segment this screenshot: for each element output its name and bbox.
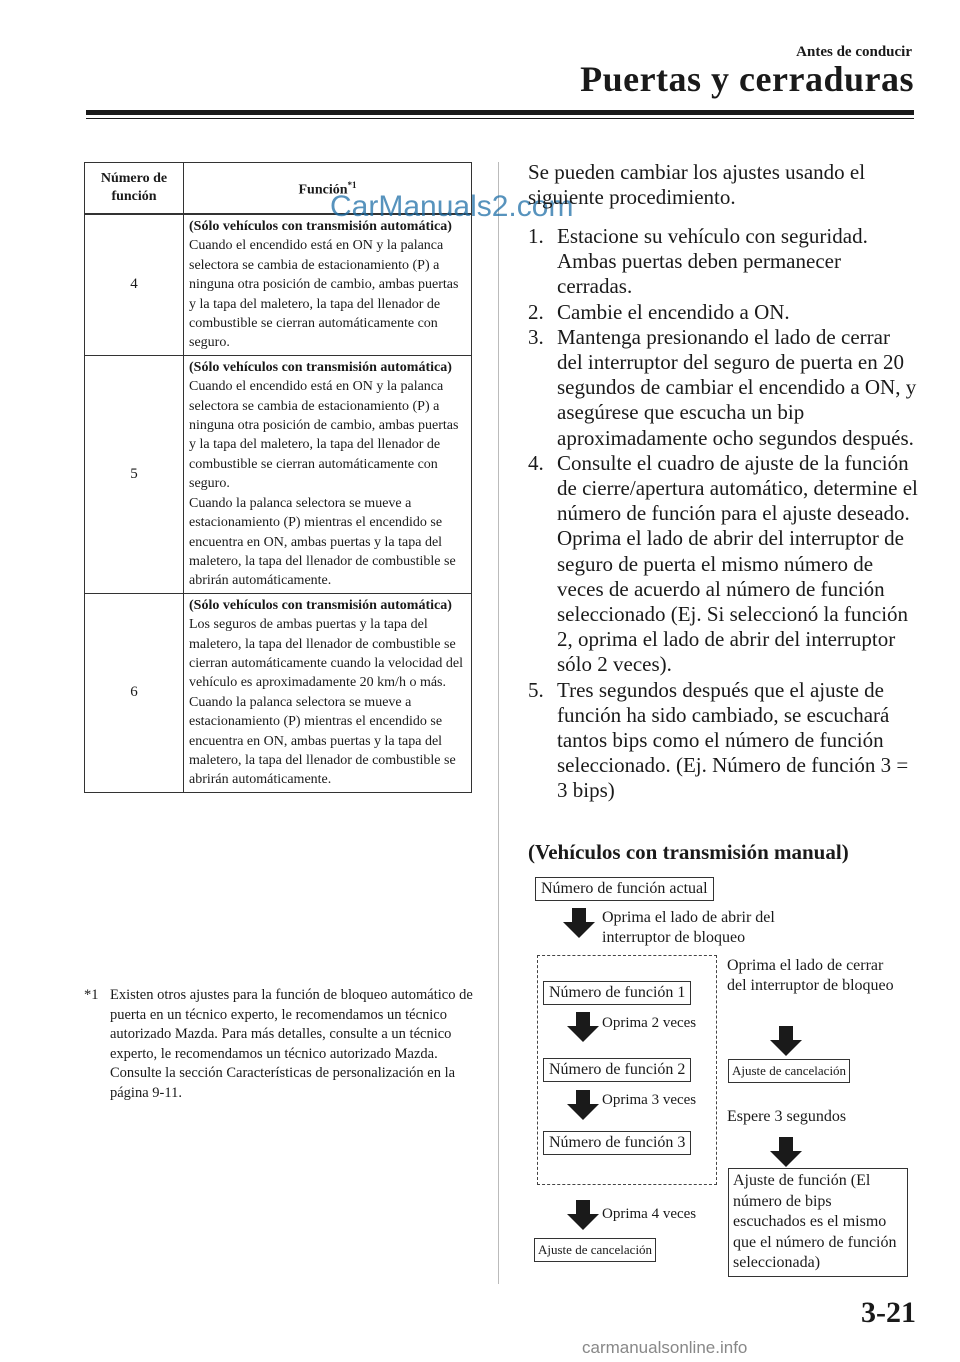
steps-list — [528, 224, 920, 804]
list-item — [528, 325, 920, 451]
function-description — [184, 214, 472, 355]
function-1-box: Número de función 1 — [543, 981, 691, 1005]
function-table — [84, 162, 472, 793]
function-text-2: Cuando la palanca selectora se mueve a estacionamiento (P) mientras el encendido se encuentra en ON, ambas puertas y la tapa del maletero, la tapa del llenador de combustible se abrirán automáticamente. — [189, 495, 456, 589]
step-number: 4. — [528, 450, 544, 475]
step-number: 2. — [528, 299, 544, 324]
down-arrow-icon — [567, 1090, 599, 1120]
function-text: Cuando el encendido está en ON y la palanca selectora se cambia de estacionamiento (P) a ninguna otra posición de cambio, ambas puertas y la tapa del maletero, la tapa del llenador de combustible se cierran automáticamente con seguro. — [189, 238, 459, 351]
table-row — [85, 355, 472, 593]
step-number: 1. — [528, 224, 544, 248]
list-item — [528, 678, 920, 804]
section-heading: (Vehículos con transmisión manual) — [528, 840, 849, 864]
step-number: 5. — [528, 677, 544, 702]
list-item — [528, 451, 920, 678]
col-header-function-label: Función — [298, 182, 348, 198]
function-number: 5 — [85, 355, 184, 593]
list-item — [528, 224, 920, 300]
down-arrow-icon — [770, 1137, 802, 1167]
wait-note: Espere 3 segundos — [727, 1108, 847, 1125]
function-number: 6 — [85, 593, 184, 792]
page-title: Puertas y cerraduras — [580, 59, 914, 99]
function-text: Cuando el encendido está en ON y la palanca selectora se cambia de estacionamiento (P) a ninguna otra posición de cambio, ambas puertas y la tapa del maletero, la tapa del llenador de combustible se cierran automáticamente con seguro. — [189, 379, 459, 492]
table-row — [85, 593, 472, 792]
press-3-note: Oprima 3 veces — [602, 1092, 697, 1108]
footnote-ref: *1 — [347, 180, 357, 191]
press-open-note: Oprima el lado de abrir del interruptor de bloqueo — [602, 909, 775, 946]
step-text: Consulte el cuadro de ajuste de la función de cierre/apertura automático, determine el número de función para el ajuste deseado. Oprima el lado de abrir del interruptor de seguro de puerta el mismo número de veces de acuerdo al número de función seleccionado (Ej. Si seleccionó la función 2, oprima el lado de abrir del interruptor sólo 2 veces). — [557, 450, 918, 677]
footnote — [84, 986, 474, 1104]
step-text: Tres segundos después que el ajuste de función ha sido cambiado, se escuchará tantos bips como el número de función seleccionado. (Ej. Número de función 3 = 3 bips) — [557, 677, 909, 803]
press-4-note: Oprima 4 veces — [602, 1206, 697, 1222]
function-3-box: Número de función 3 — [543, 1131, 691, 1155]
function-condition: (Sólo vehículos con transmisión automática) — [189, 597, 452, 613]
function-description — [184, 593, 472, 792]
function-description — [184, 355, 472, 593]
footnote-text: Existen otros ajustes para la función de bloqueo automático de puerta en un técnico experto, le recomendamos un técnico autorizado Mazda. Para más detalles, consulte a un técnico experto, le recomendamos un técnico autorizado Mazda. Consulte la sección Características de personalización en la página 9-11. — [110, 987, 473, 1101]
press-close-note: Oprima el lado de cerrar del interruptor de bloqueo — [727, 957, 894, 994]
press-2-note: Oprima 2 veces — [602, 1015, 697, 1031]
function-text: Los seguros de ambas puertas y la tapa del maletero, la tapa del llenador de combustible se cierran automáticamente cuando la velocidad del vehículo es aproximadamente 20 km/h o más. — [189, 617, 464, 691]
function-condition: (Sólo vehículos con transmisión automática) — [189, 219, 452, 234]
cancel-box-right: Ajuste de cancelación — [728, 1059, 850, 1083]
function-set-box: Ajuste de función (El número de bips escuchados es el mismo que el número de función seleccionada) — [728, 1168, 908, 1277]
header-rule-thin — [86, 118, 914, 119]
function-text-2: Cuando la palanca selectora se mueve a estacionamiento (P) mientras el encendido se encuentra en ON, ambas puertas y la tapa del maletero, la tapa del llenador de combustible se abrirán automáticamente. — [189, 694, 456, 788]
function-2-box: Número de función 2 — [543, 1058, 691, 1082]
footnote-mark: *1 — [84, 987, 99, 1003]
watermark: CarManuals2.com — [330, 190, 574, 223]
page-number: 3-21 — [861, 1296, 916, 1329]
down-arrow-icon — [770, 1026, 802, 1056]
column-divider — [498, 162, 499, 1284]
down-arrow-icon — [567, 1200, 599, 1230]
list-item — [528, 300, 920, 325]
function-number: 4 — [85, 214, 184, 355]
footer-watermark: carmanualsonline.info — [582, 1338, 748, 1357]
table-row — [85, 214, 472, 355]
down-arrow-icon — [563, 908, 595, 938]
step-text: Mantenga presionando el lado de cerrar del interruptor del seguro de puerta en 20 segundos de cambiar el encendido a ON, y asegúrese que escucha un bip aproximadamente ocho segundos después. — [557, 324, 917, 450]
down-arrow-icon — [567, 1012, 599, 1042]
header-rule — [86, 110, 914, 115]
col-header-number: Número de función — [85, 163, 184, 215]
step-text: Estacione su vehículo con seguridad. Ambas puertas deben permanecer cerradas. — [557, 224, 868, 299]
step-text: Cambie el encendido a ON. — [557, 299, 790, 324]
function-condition: (Sólo vehículos con transmisión automática) — [189, 359, 452, 375]
current-function-box: Número de función actual — [535, 877, 714, 901]
cancel-box-bottom: Ajuste de cancelación — [534, 1238, 656, 1262]
section-label: Antes de conducir — [796, 44, 912, 60]
step-number: 3. — [528, 324, 544, 349]
intro-paragraph: Se pueden cambiar los ajustes usando el siguiente procedimiento. — [528, 160, 866, 209]
